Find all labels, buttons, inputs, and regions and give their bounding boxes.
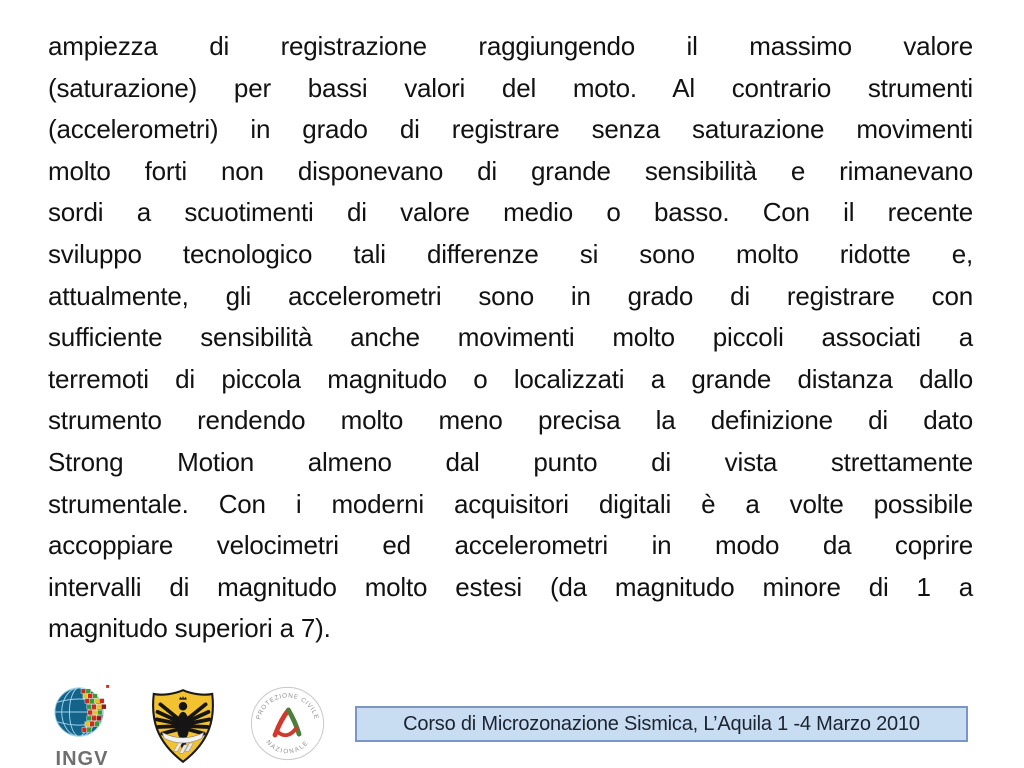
body-line: terremoti di piccola magnitudo o localizzati a grande distanza dallo	[48, 363, 973, 394]
body-line: strumentale. Con i moderni acquisitori digitali è a volte possibile	[48, 488, 973, 519]
ingv-logo	[52, 684, 112, 768]
body-line: magnitudo superiori a 7).	[48, 613, 331, 644]
body-line: sufficiente sensibilità anche movimenti molto piccoli associati a	[48, 322, 973, 353]
body-line: sviluppo tecnologico tali differenze si sono molto ridotte e,	[48, 238, 973, 269]
body-line: attualmente, gli accelerometri sono in grado di registrare con	[48, 280, 973, 311]
ingv-globe-icon	[53, 684, 111, 742]
eagle-shield-icon	[150, 688, 216, 764]
banner-text: Corso di Microzonazione Sismica, L’Aquila 1 -4 Marzo 2010	[403, 712, 920, 735]
body-line: accoppiare velocimetri ed accelerometri in modo da coprire	[48, 530, 973, 561]
footer-banner	[355, 706, 968, 742]
body-line: Strong Motion almeno dal punto di vista strettamente	[48, 446, 973, 477]
body-line: intervalli di magnitudo molto estesi (da magnitudo minore di 1 a	[48, 571, 973, 602]
protezione-civile-logo	[249, 685, 326, 767]
body-line: (saturazione) per bassi valori del moto. Al contrario strumenti	[48, 72, 973, 103]
body-line: molto forti non disponevano di grande sensibilità e rimanevano	[48, 155, 973, 186]
university-logo	[150, 688, 216, 768]
body-line: strumento rendendo molto meno precisa la definizione di dato	[48, 405, 973, 436]
pc-arc-bottom-text: NAZIONALE	[264, 738, 311, 756]
ingv-label: INGV	[55, 748, 109, 768]
body-line: (accelerometri) in grado di registrare senza saturazione movimenti	[48, 114, 973, 145]
protezione-civile-icon	[249, 685, 326, 762]
body-text	[48, 26, 973, 650]
pc-arc-top-text: PROTEZIONE CIVILE	[255, 692, 320, 721]
body-line: ampiezza di registrazione raggiungendo il massimo valore	[48, 31, 973, 61]
body-line: sordi a scuotimenti di valore medio o basso. Con il recente	[48, 197, 973, 228]
